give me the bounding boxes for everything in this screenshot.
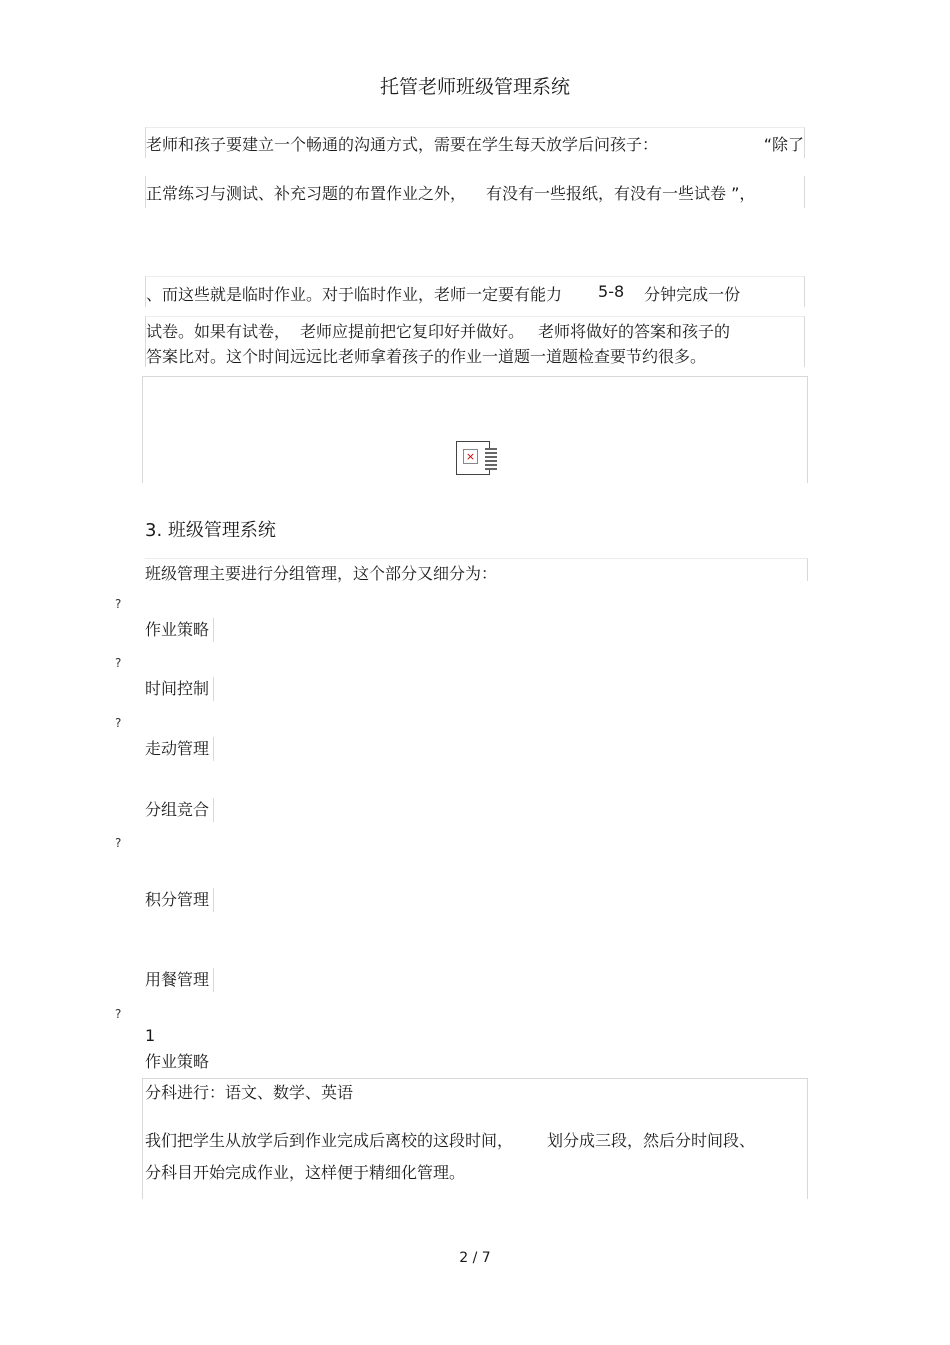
broken-image-icon xyxy=(456,441,490,475)
paragraph-text: 我们把学生从放学后到作业完成后离校的这段时间， xyxy=(145,1131,514,1150)
paragraph-text: 答案比对。这个时间远远比老师拿着孩子的作业一道题一道题检查要节约很多。 xyxy=(146,347,707,366)
list-item: 时间控制 xyxy=(145,677,214,701)
paragraph-line-2 xyxy=(145,176,805,208)
paragraph-text: 试卷。如果有试卷， xyxy=(146,322,291,341)
paragraph-text: 老师将做好的答案和孩子的 xyxy=(538,322,731,341)
subsection-line-2 xyxy=(145,1128,803,1151)
paragraph-line-1 xyxy=(145,127,805,158)
close-icon: × xyxy=(463,449,478,464)
page-number: 2 / 7 xyxy=(459,1250,491,1266)
image-caption-placeholder xyxy=(485,448,497,470)
list-item: 积分管理 xyxy=(145,888,214,912)
paragraph-text: 正常练习与测试、补充习题的布置作业之外， xyxy=(146,184,467,203)
bullet-marker: ? xyxy=(115,1007,122,1021)
section-heading: 3. 班级管理系统 xyxy=(145,520,276,541)
list-item: 作业策略 xyxy=(145,618,214,642)
subsection-line-3: 分科目开始完成作业，这样便于精细化管理。 xyxy=(145,1163,466,1182)
paragraph-number: 5-8 xyxy=(598,282,625,301)
list-item: 走动管理 xyxy=(145,737,214,761)
paragraph-text: 有没有一些报纸，有没有一些试卷 ”， xyxy=(486,184,756,203)
paragraph-text: 分钟完成一份 xyxy=(644,285,741,304)
paragraph-text: 划分成三段，然后分时间段、 xyxy=(547,1131,756,1150)
list-item: 用餐管理 xyxy=(145,968,214,992)
paragraph-text: “除了 xyxy=(763,135,804,154)
subsection-title: 作业策略 xyxy=(145,1052,210,1071)
list-item: 分组竞合 xyxy=(145,798,214,822)
bullet-marker: ? xyxy=(115,656,122,670)
paragraph-text: 班级管理主要进行分组管理，这个部分又细分为： xyxy=(145,564,498,583)
bullet-marker: ? xyxy=(115,716,122,730)
image-frame xyxy=(142,376,808,483)
paragraph-text: 老师应提前把它复印好并做好。 xyxy=(300,322,525,341)
page-title: 托管老师班级管理系统 xyxy=(379,76,570,98)
paragraph-line-3 xyxy=(145,276,805,307)
bullet-marker: ? xyxy=(115,836,122,850)
bullet-marker: ? xyxy=(115,597,122,611)
subsection-number: 1 xyxy=(145,1026,156,1045)
paragraph-text: 、而这些就是临时作业。对于临时作业，老师一定要有能力 xyxy=(146,285,563,304)
section-intro xyxy=(145,558,808,581)
paragraph-line-4 xyxy=(145,316,805,367)
paragraph-text: 老师和孩子要建立一个畅通的沟通方式，需要在学生每天放学后问孩子： xyxy=(146,135,659,154)
subsection-line-1: 分科进行：语文、数学、英语 xyxy=(145,1083,354,1102)
